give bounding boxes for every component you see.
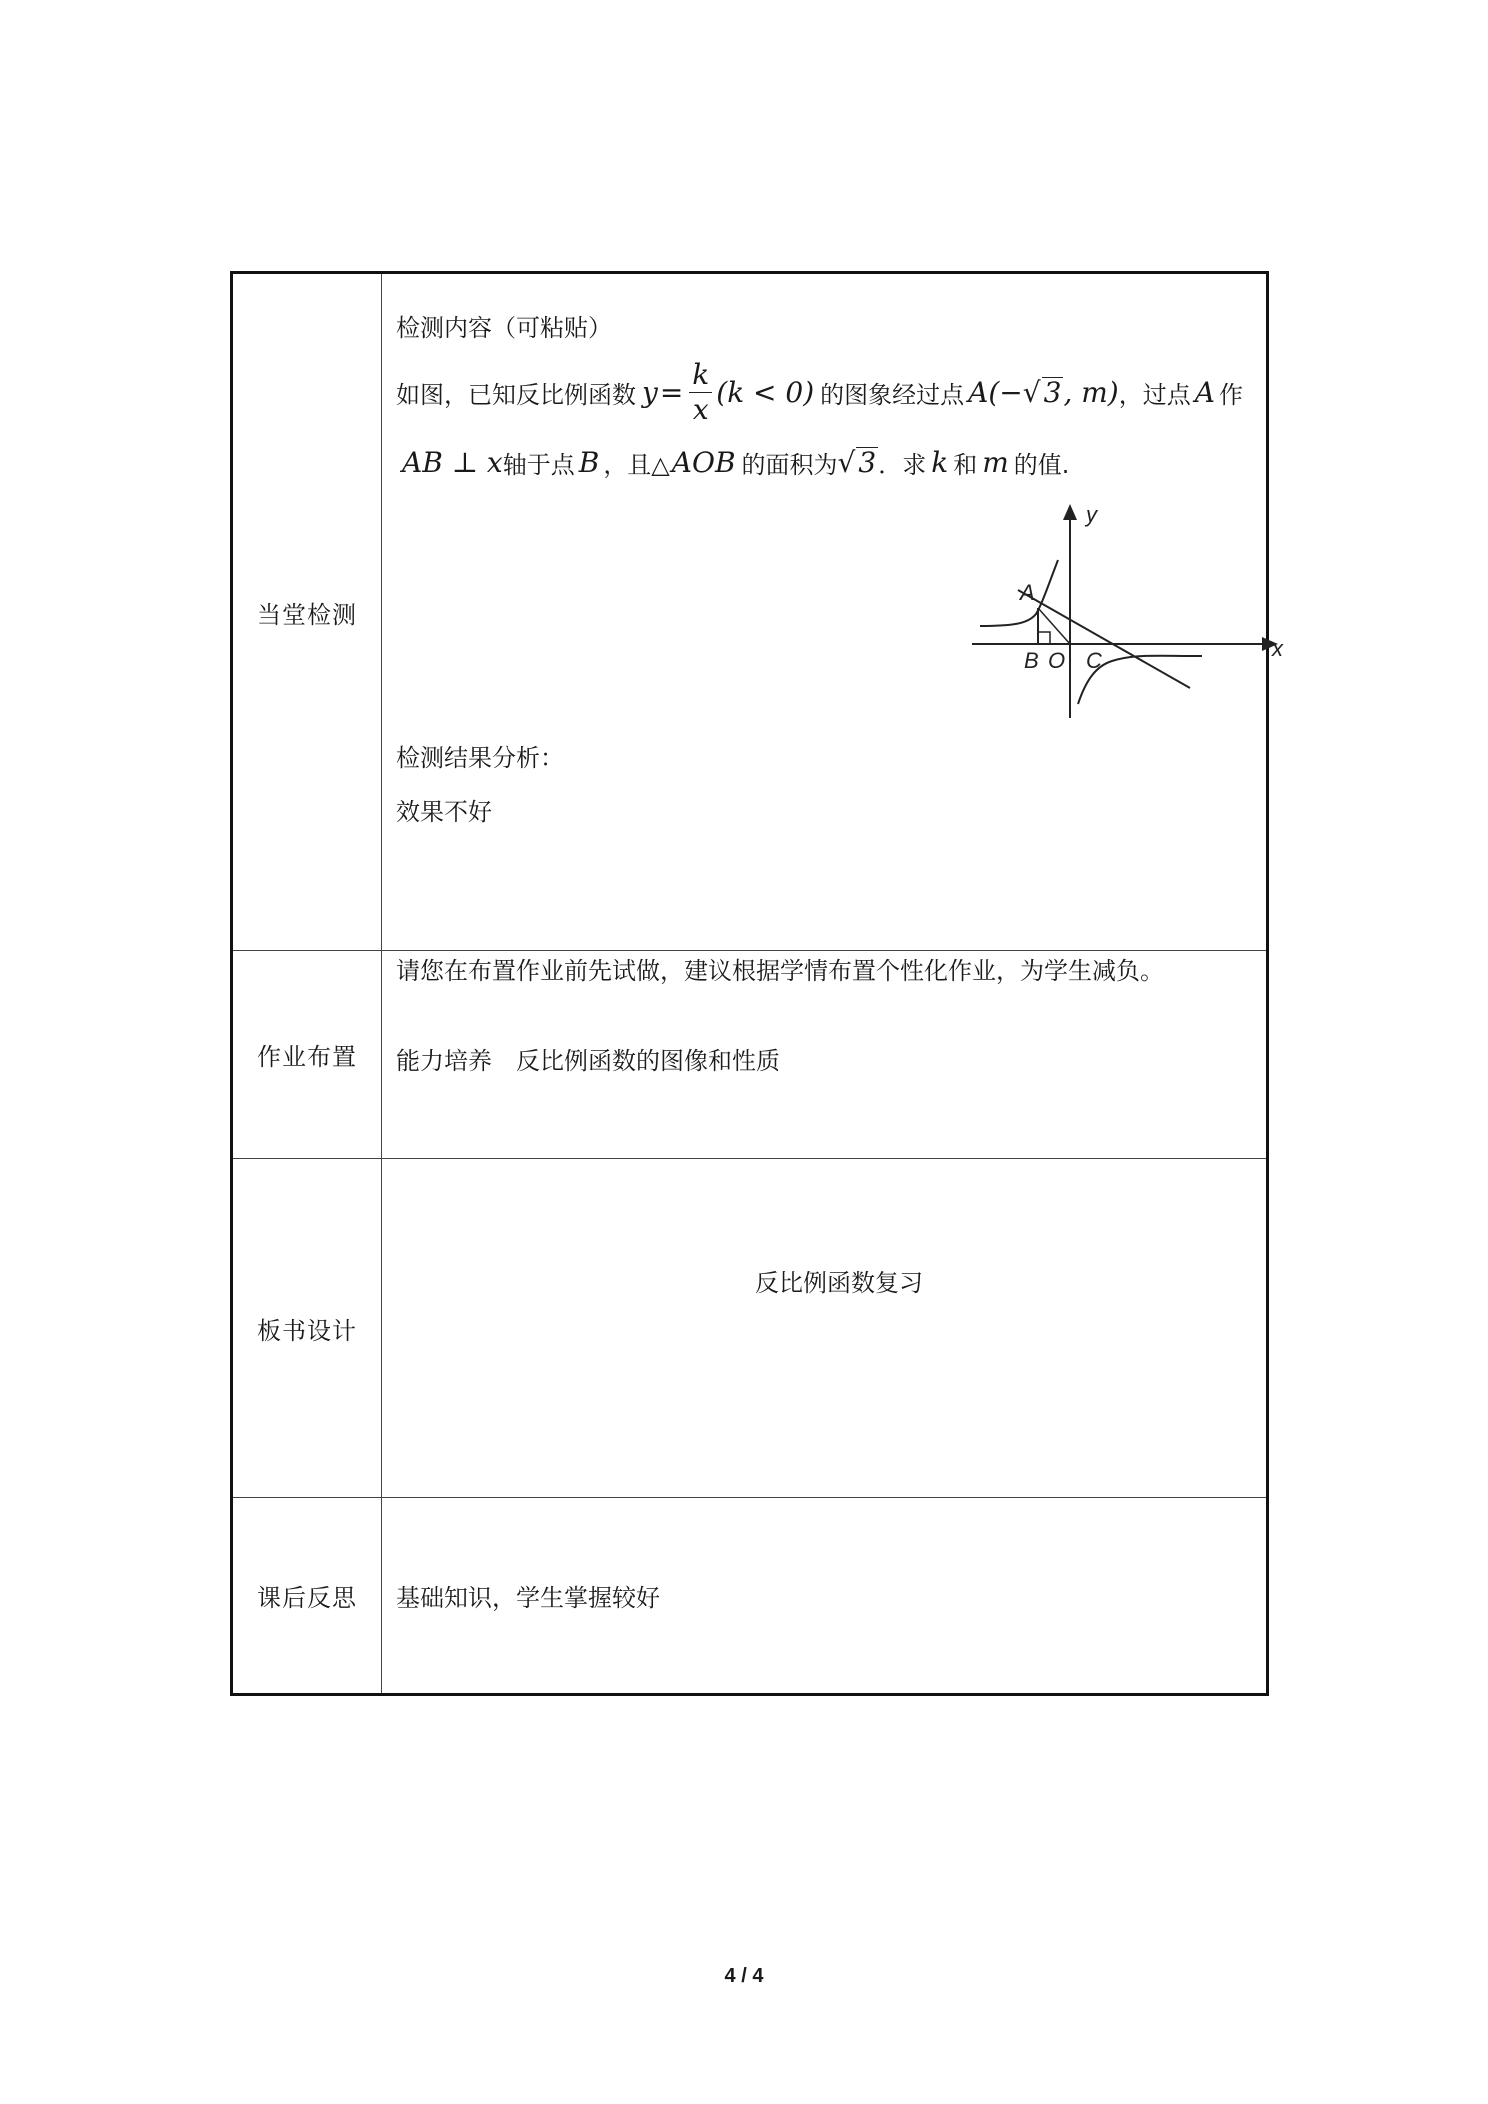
cell-board-design (382, 1159, 1268, 1498)
page-number: 4 / 4 (724, 1965, 764, 1987)
homework-note: 请您在布置作业前先试做，建议根据学情布置个性化作业，为学生减负。 (396, 957, 1164, 985)
hyperbola-figure (962, 496, 1292, 724)
reflection-text: 基础知识，学生掌握较好 (396, 1584, 660, 1612)
problem-line-1: 如图，已知反比例函数 y = $\frac{k}{x}$ (k < 0) 的图象经过点 A(− √ 3 , m) ，过点 A 作 (396, 357, 1243, 426)
figure-label-O: O (1048, 648, 1066, 673)
row-classroom-check (232, 273, 1268, 951)
row-board-design (232, 1159, 1268, 1498)
row-label-homework: 作业布置 (232, 951, 382, 1159)
cell-classroom-check (382, 273, 1283, 951)
homework-assignment: 能力培养 反比例函数的图像和性质 (396, 1047, 780, 1075)
row-homework (232, 951, 1268, 1159)
row-label-classroom-check: 当堂检测 (232, 273, 382, 951)
lesson-plan-table (230, 271, 1283, 1696)
row-label-board-design: 板书设计 (232, 1159, 382, 1498)
check-heading: 检测内容（可粘贴） (396, 314, 612, 342)
cell-reflection (382, 1498, 1268, 1695)
figure-label-A: A (1020, 580, 1035, 605)
figure-label-y: y (1086, 502, 1097, 527)
figure-label-x: x (1272, 636, 1283, 661)
problem-line-2: AB ⊥ x 轴于点 B ，且△ AOB 的面积为 √ 3 ．求 k 和 m 的值. (402, 445, 1070, 479)
analysis-heading: 检测结果分析： (396, 744, 564, 772)
figure-label-B: B (1024, 648, 1039, 673)
fraction-k-over-x: $\frac{k}{x}$ (689, 358, 712, 427)
row-reflection (232, 1498, 1268, 1695)
analysis-result: 效果不好 (396, 798, 492, 826)
cell-homework (382, 951, 1268, 1159)
board-title: 反比例函数复习 (755, 1269, 923, 1297)
figure-label-C: C (1086, 648, 1102, 673)
row-label-reflection: 课后反思 (232, 1498, 382, 1695)
